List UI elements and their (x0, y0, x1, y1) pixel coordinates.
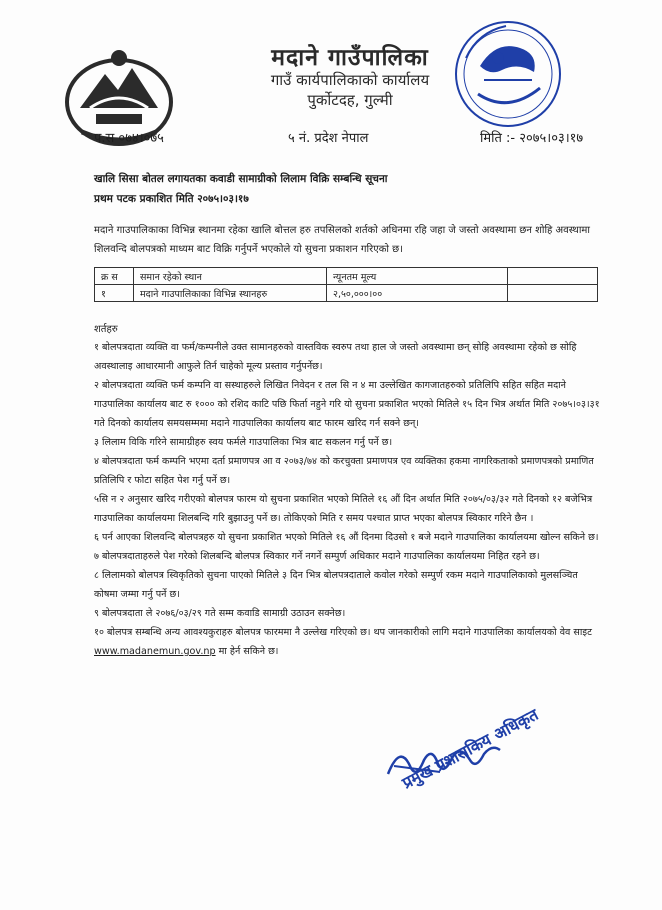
designation-stamp: प्रमुख प्रशासकिय अधिकृत (398, 704, 542, 793)
term-item: ८ लिलामको बोलपत्र स्विकृतिको सुचना पाएको मितिले ३ दिन भित्र बोलपत्रदाताले कवोल गरेको सम्पुर्ण रकम मदाने गाउपालिकाको मुलसञ्चित कोषमा जम्मा गर्नु पर्ने छ। (94, 570, 578, 600)
table-header-cell: क्र स (95, 268, 134, 285)
publish-date: प्रथम पटक प्रकाशित मिति २०७५।०३।१७ (94, 193, 249, 205)
letter-date: मिति :- २०७५।०३।१७ (480, 131, 584, 146)
terms-heading: शर्तहरु (94, 324, 118, 335)
term-item: ९ बोलपत्रदाता ले २०७६/०३/२९ गते सम्म कवाडि सामाग्री उठाउन सक्नेछ। (94, 608, 346, 619)
office-address: पुर्कोटदह, गुल्मी (307, 91, 393, 109)
table-cell: २,५०,०००।०० (327, 285, 508, 302)
term-item: ७ बोलपत्रदाताहरुले पेश गरेको शिलबन्दि बोलपत्र स्विकार गर्ने नगर्ने सम्पुर्ण अधिकार मदाने गाउपालिका कार्यालयमा निहित रहने छ। (94, 551, 540, 562)
reference-number: प.स ०७४।०७५ (94, 131, 164, 146)
term-item (94, 623, 602, 661)
term-item: ६ पर्न आएका शिलवन्दि बोलपत्रहरु यो सुचना प्रकाशित भएको मितिले १६ औं दिनमा दिउसो १ बजे मदाने गाउपालिका कार्यालयमा खोल्न सकिने छ। (94, 532, 599, 543)
municipality-name: मदाने गाउँपालिका (271, 45, 429, 71)
province: ५ नं. प्रदेश नेपाल (288, 131, 369, 146)
intro-paragraph: मदाने गाउपालिकाका विभिन्न स्थानमा रहेका खालि बोत्तल हरु तपसिलको शर्तको अधिनमा रहि जहा जे जस्तो अवस्थामा छन शोहि अवस्थामा शिलवन्दि बोलपत्रको माध्यम बाट विक्रि गर्नुपर्ने भएकोले यो सुचना प्रकाशन गरिएको छ। (94, 225, 590, 255)
items-table (94, 267, 598, 302)
table-cell: मदाने गाउपालिकाका विभिन्न स्थानहरु (134, 285, 327, 302)
term-text: १० बोलपत्र सम्बन्धि अन्य आवश्यकुराहरु बोलपत्र फारममा नै उल्लेख गरिएको छ। थप जानकारीको लागि मदाने गाउपालिका कार्यालयको वेव साइट (94, 627, 592, 638)
term-item: २ बोलपत्रदाता व्यक्ति फर्म कम्पनि वा सस्थाहरुले लिखित निवेदन र तल सि न ४ मा उल्लेखित कागजातहरुको प्रतिलिपि सहित सहित मदाने गाउपालिका कार्यालय बाट रु १००० को रशिद काटि पछि फिर्ता नहुने गरि यो सुचना प्रकाशित भएको मितिले १५ दिन भित्र अर्थात मिति २०७५।०३।३१ गते दिनको कार्यालय समयसम्ममा मदाने गाउपालिका कार्यालय बाट फारम खरिद गर्न सक्ने छन्। (94, 380, 600, 429)
website-link[interactable]: www.madanemun.gov.np (94, 646, 216, 657)
table-header-row (95, 268, 598, 285)
office-name: गाउँ कार्यपालिकाको कार्यालय (270, 71, 430, 89)
term-text: मा हेर्न सकिने छ। (215, 646, 279, 657)
table-header-cell: समान रहेको स्थान (134, 268, 327, 285)
table-cell (508, 285, 598, 302)
table-cell: १ (95, 285, 134, 302)
table-header-cell (508, 268, 598, 285)
term-item: १ बोलपत्रदाता व्यक्ति वा फर्म/कम्पनीले उक्त सामानहरुको वास्तविक स्वरुप तथा हाल जे जस्तो अवस्थामा छन् सोहि अवस्थामा रहेको छ सोहि अवस्थालाइ आधारमानी आफुले तिर्न चाहेको मूल्य प्रस्ताव गर्नुपर्नेछ। (94, 342, 577, 372)
terms-list (94, 338, 602, 661)
municipality-seal-icon (448, 18, 568, 130)
term-item: ४ बोलपत्रदाता फर्म कम्पनि भएमा दर्ता प्रमाणपत्र आ व २०७३/७४ को करचुक्ता प्रमाणपत्र एव व्यक्तिका हकमा नागरिकताको प्रमाणपत्रको प्रमाणित प्रतिलिपि र फोटा सहित पेश गर्नु पर्ने छ। (94, 456, 594, 486)
notice-title: खालि सिसा बोतल लगायतका कवाडी सामाग्रीको लिलाम विक्रि सम्बन्धि सूचना (94, 173, 388, 185)
term-item: ५सि न २ अनुसार खरिद गरीएको बोलपत्र फारम यो सुचना प्रकाशित भएको मितिले १६ औं दिन अर्थात मिति २०७५/०३/३२ गते दिनको १२ बजेभित्र गाउपालिका कार्यालयमा शिलबन्दि गरि बुझाउनु पर्ने छ। तोकिएको मिति र समय पश्चात प्राप्त भएका बोलपत्र स्विकार गरिने छैन । (94, 494, 593, 524)
term-item: ३ लिलाम विकि गरिने सामाग्रीहरु स्वय फर्मले गाउपालिका भित्र बाट सकलन गर्नु पर्ने छ। (94, 437, 393, 448)
table-header-cell: न्यूनतम मूल्य (327, 268, 508, 285)
table-row (95, 285, 598, 302)
